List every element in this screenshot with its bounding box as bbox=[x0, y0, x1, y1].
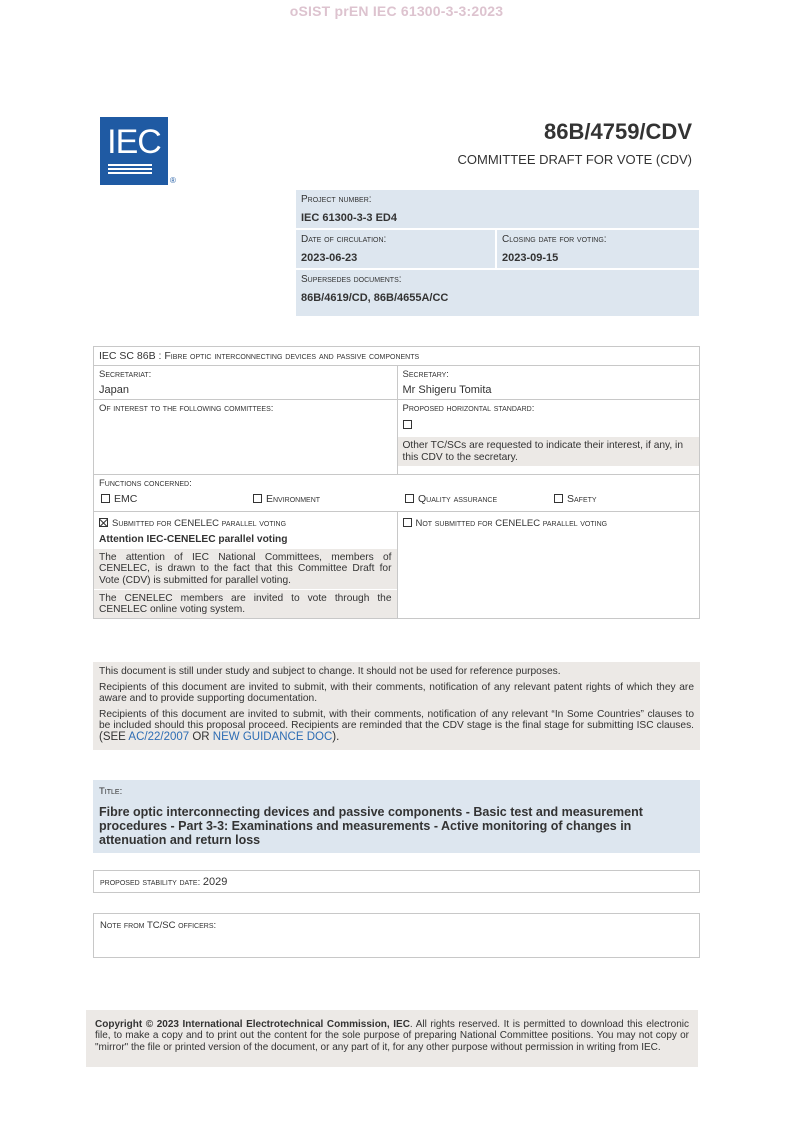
submitted-option[interactable] bbox=[94, 512, 397, 532]
not-submitted-label: Not submitted for CENELEC parallel voting bbox=[415, 518, 608, 529]
closing-cell bbox=[497, 230, 699, 268]
project-number-cell bbox=[296, 190, 699, 228]
quality-label: Quality assurance bbox=[418, 493, 498, 505]
supersedes-cell bbox=[296, 270, 699, 316]
emc-checkbox[interactable] bbox=[101, 494, 110, 503]
functions-cell bbox=[94, 475, 700, 512]
interest-cell bbox=[94, 400, 398, 475]
iec-logo bbox=[100, 117, 168, 185]
members-text: The CENELEC members are invited to vote through the CENELEC online voting system. bbox=[94, 590, 397, 619]
title-label: Title: bbox=[99, 786, 123, 797]
circulation-value: 2023-06-23 bbox=[301, 252, 358, 264]
submitted-cell bbox=[94, 512, 398, 619]
secretary-label: Secretary: bbox=[402, 369, 449, 380]
notice-end: ). bbox=[332, 730, 340, 743]
new-guidance-doc-link[interactable]: NEW GUIDANCE DOC bbox=[212, 730, 333, 743]
logo-text: IEC bbox=[107, 123, 161, 161]
environment-option[interactable] bbox=[253, 493, 320, 505]
project-number-row bbox=[296, 190, 699, 230]
emc-label: EMC bbox=[114, 493, 138, 505]
closing-label: Closing date for voting: bbox=[502, 234, 607, 245]
supersedes-label: Supersedes documents: bbox=[301, 274, 402, 285]
document-type: COMMITTEE DRAFT FOR VOTE (CDV) bbox=[457, 152, 692, 167]
secretariat-label: Secretariat: bbox=[99, 369, 152, 380]
horizontal-top bbox=[398, 400, 700, 437]
submitted-label: Submitted for CENELEC parallel voting bbox=[112, 518, 287, 529]
interest-row bbox=[94, 400, 700, 475]
stability-value: 2029 bbox=[202, 876, 228, 888]
notice-p3-text: Recipients of this document are invited to submit, with their comments, notification of any relevant “In Some Countries” clauses to be included should this proposal proceed. Recipients are reminded that the CDV stage is the final stage for submitting ISC clauses. bbox=[99, 708, 694, 731]
document-number: 86B/4759/CDV bbox=[544, 119, 692, 144]
safety-option[interactable] bbox=[554, 493, 597, 505]
registered-mark: ® bbox=[170, 176, 176, 185]
sc-name: Fibre optic interconnecting devices and passive components bbox=[164, 350, 420, 362]
title-text: Fibre optic interconnecting devices and passive components - Basic test and measurement procedures - Part 3-3: Examinations and measurements - Active monitoring of changes in attenuation and return loss bbox=[99, 805, 643, 847]
ac-22-2007-link[interactable]: AC/22/2007 bbox=[128, 730, 190, 743]
functions-row bbox=[94, 475, 700, 512]
horizontal-checkbox-wrap bbox=[403, 419, 695, 431]
horizontal-checkbox[interactable] bbox=[403, 420, 412, 429]
project-number-value: IEC 61300-3-3 ED4 bbox=[301, 212, 397, 224]
closing-value: 2023-09-15 bbox=[502, 252, 559, 264]
supersedes-value: 86B/4619/CD, 86B/4655A/CC bbox=[301, 292, 449, 304]
functions-options bbox=[99, 493, 694, 508]
sc-prefix: IEC SC 86B : bbox=[99, 350, 165, 362]
safety-label: Safety bbox=[567, 493, 597, 505]
sc-cell bbox=[94, 347, 700, 366]
supersedes-row bbox=[296, 270, 699, 316]
logo-line bbox=[108, 172, 152, 174]
stability-box bbox=[93, 870, 700, 893]
circulation-cell bbox=[296, 230, 497, 268]
secretariat-row bbox=[94, 366, 700, 400]
notice-box bbox=[93, 662, 700, 750]
sc-row bbox=[94, 347, 700, 366]
project-info-panel bbox=[296, 190, 699, 316]
interest-label: Of interest to the following committees: bbox=[99, 403, 274, 414]
not-submitted-checkbox[interactable] bbox=[403, 518, 412, 527]
stability-label: proposed stability date: bbox=[100, 877, 203, 888]
notice-p3 bbox=[99, 709, 694, 744]
copyright-box bbox=[86, 1010, 698, 1067]
submitted-checkbox[interactable] bbox=[99, 518, 108, 527]
horizontal-cell bbox=[397, 400, 700, 475]
logo-line bbox=[108, 168, 152, 170]
copyright-bold: Copyright © 2023 International Electrotechnical Commission, IEC bbox=[95, 1019, 410, 1030]
horizontal-label: Proposed horizontal standard: bbox=[402, 403, 535, 414]
secretariat-value: Japan bbox=[99, 384, 129, 396]
dates-row bbox=[296, 230, 699, 270]
secretary-cell bbox=[397, 366, 700, 400]
attention-heading: Attention IEC-CENELEC parallel voting bbox=[99, 534, 288, 545]
note-label: Note from TC/SC officers: bbox=[100, 920, 217, 931]
horizontal-note: Other TC/SCs are requested to indicate their interest, if any, in this CDV to the secretary. bbox=[398, 437, 700, 466]
notice-see: (SEE bbox=[99, 730, 129, 743]
cenelec-row bbox=[94, 512, 700, 619]
project-number-label: Project number: bbox=[301, 194, 372, 205]
quality-checkbox[interactable] bbox=[405, 494, 414, 503]
circulation-label: Date of circulation: bbox=[301, 234, 387, 245]
attention-text: The attention of IEC National Committees, members of CENELEC, is drawn to the fact that this Committee Draft for Vote (CDV) is submitted for parallel voting. bbox=[94, 549, 397, 590]
secretary-value: Mr Shigeru Tomita bbox=[402, 384, 492, 396]
notice-p1: This document is still under study and subject to change. It should not be used for reference purposes. bbox=[99, 666, 561, 677]
watermark: oSIST prEN IEC 61300-3-3:2023 bbox=[289, 3, 504, 19]
note-box bbox=[93, 913, 700, 958]
notice-p2: Recipients of this document are invited to submit, with their comments, notification of any relevant patent rights of which they are aware and to provide supporting documentation. bbox=[99, 681, 694, 704]
environment-checkbox[interactable] bbox=[253, 494, 262, 503]
safety-checkbox[interactable] bbox=[554, 494, 563, 503]
title-box bbox=[93, 780, 700, 853]
not-submitted-cell bbox=[397, 512, 700, 619]
secretariat-cell bbox=[94, 366, 398, 400]
functions-label: Functions concerned: bbox=[99, 478, 192, 489]
environment-label: Environment bbox=[266, 493, 321, 505]
logo-line bbox=[108, 164, 152, 166]
quality-option[interactable] bbox=[405, 493, 497, 505]
notice-or: OR bbox=[189, 730, 213, 743]
copyright-text: . All rights reserved. It is permitted to download this electronic file, to make a copy and to print out the content for the sole purpose of preparing National Committee positions. You may not copy or "mirror" the file or printed version of the document, or any part of it, for any other purpose without permission in writing from IEC. bbox=[95, 1019, 689, 1053]
committee-table bbox=[93, 346, 700, 619]
emc-option[interactable] bbox=[101, 493, 137, 505]
